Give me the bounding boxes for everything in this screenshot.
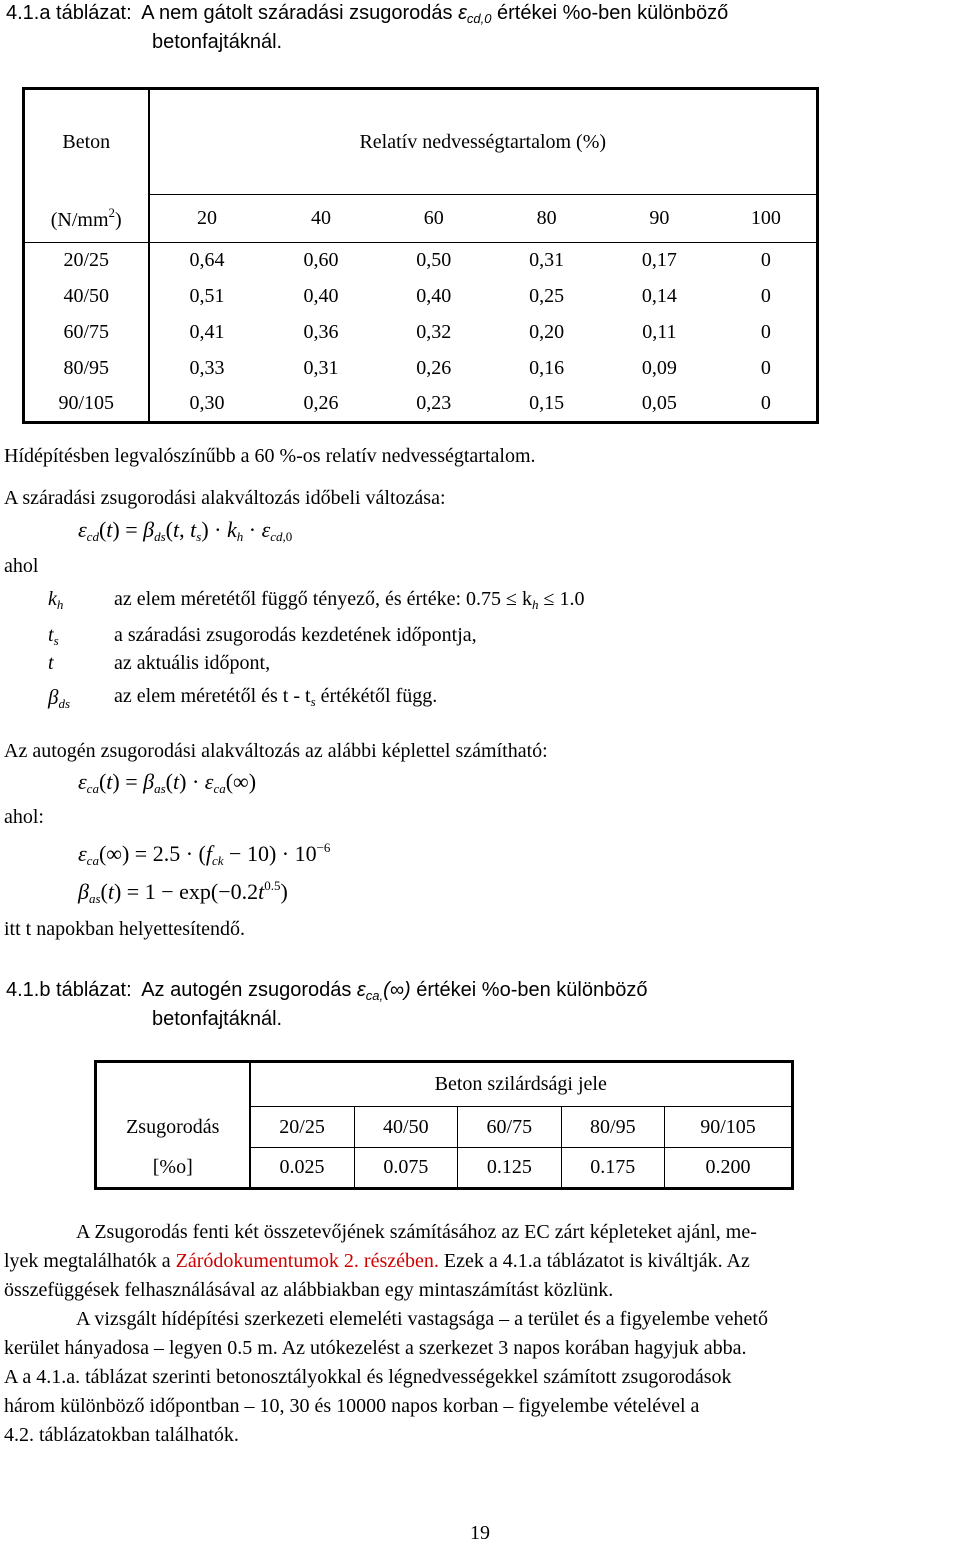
formula-eps-ca-inf: $\varepsilon_{ca}(\infty) = 2.5 \cdot (f_{ck} - 10) \cdot 10^{-6}$ xyxy=(78,840,331,868)
table-cell: 0,50 xyxy=(416,249,452,272)
group-header: Relatív nedvességtartalom (%) xyxy=(149,89,818,195)
table-cell: 0,11 xyxy=(642,321,677,343)
table-row xyxy=(24,243,818,279)
table-cell: 0.025 xyxy=(250,1148,355,1189)
table-cell: 0,26 xyxy=(416,357,452,379)
text-autogenous: Az autogén zsugorodási alakváltozás az alábbi képlettel számítható: xyxy=(4,740,548,762)
table-cell: 0.200 xyxy=(665,1148,793,1189)
caption-b-label: 4.1.b táblázat: xyxy=(6,979,132,1001)
table-cell: 0,30 xyxy=(189,392,225,415)
table-cell: 0,09 xyxy=(641,357,677,379)
caption-b-line2: betonfajtáknál. xyxy=(152,1008,283,1030)
column-header: 60 xyxy=(377,195,490,243)
beton-class: 60/75 xyxy=(24,315,149,351)
beton-class: 20/25 xyxy=(24,243,149,279)
text-humidity-note: Hídépítésben legvalószínűbb a 60 %-os relatív nedvességtartalom. xyxy=(4,445,536,467)
table-cell: 0 xyxy=(760,321,771,343)
table-cell: 20/25 xyxy=(250,1107,355,1148)
table-cell: 0,36 xyxy=(303,321,339,343)
table-cell: 0.075 xyxy=(354,1148,457,1189)
page-number: 19 xyxy=(470,1522,490,1544)
epsilon-symbol: ε xyxy=(458,2,467,24)
table-cell: 0,25 xyxy=(529,285,565,307)
table-cell: 0 xyxy=(760,249,771,272)
table-cell: 0,16 xyxy=(529,357,565,379)
table-cell: 0,40 xyxy=(416,285,452,307)
beton-header: Beton xyxy=(24,89,149,195)
table-cell: 0,41 xyxy=(189,321,225,343)
table-row xyxy=(96,1107,793,1148)
beton-class: 80/95 xyxy=(24,351,149,387)
formula-autogenous: $\varepsilon_{ca}(t) = \beta_{as}(t) \cdot \varepsilon_{ca}(\infty)$ xyxy=(78,769,257,796)
table-cell: 0,64 xyxy=(189,249,225,272)
text-drying-shrinkage: A száradási zsugorodási alakváltozás időbeli változása: xyxy=(4,487,446,509)
table-row xyxy=(24,315,818,351)
definition-ts-text: a száradási zsugorodás kezdetének időpontja, xyxy=(114,624,477,646)
shrinkage-table-b xyxy=(94,1060,794,1190)
table-cell: 90/105 xyxy=(665,1107,793,1148)
unit-header: $(N/mm^2)$ xyxy=(24,195,149,243)
para1-line3: összefüggések felhasználásával az alábbiakban egy mintaszámítást közlünk. xyxy=(4,1279,614,1301)
table-cell: 0,40 xyxy=(303,285,339,307)
ahol-label-2: ahol: xyxy=(4,806,44,828)
para1-line2: lyek megtalálhatók a Záródokumentumok 2. részében. Ezek a 4.1.a táblázatot is kiváltják. Az xyxy=(4,1250,750,1272)
caption-a-line1 xyxy=(6,2,728,26)
para2-line2: kerület hányadosa – legyen 0.5 m. Az utókezelést a szerkezet 3 napos korában hagyjuk abba. xyxy=(4,1337,747,1359)
table-cell: 0,05 xyxy=(641,392,677,415)
table-cell: 0,33 xyxy=(189,357,225,379)
ahol-label: ahol xyxy=(4,555,39,577)
table-cell: 80/95 xyxy=(561,1107,664,1148)
table-cell: 0,26 xyxy=(303,392,339,415)
definition-kh-text: az elem méretétől függő tényező, és értéke: $0.75 \le k_h \le 1.0$ xyxy=(114,588,585,612)
para1-line1: A Zsugorodás fenti két összetevőjének számításához az EC zárt képleteket ajánl, me- xyxy=(76,1221,757,1243)
table-cell: 0,31 xyxy=(529,249,565,272)
table-row xyxy=(24,351,818,387)
caption-a-text-post: értékei %o-ben különböző xyxy=(491,2,729,24)
definition-t-text: az aktuális időpont, xyxy=(114,652,271,674)
para2-line5: 4.2. táblázatokban találhatók. xyxy=(4,1424,239,1446)
table-cell: 0,20 xyxy=(529,321,565,343)
para2-line3: A a 4.1.a. táblázat szerinti betonosztályokkal és légnedvességekkel számított zsugorodások xyxy=(4,1366,732,1388)
table-cell: 0,15 xyxy=(529,392,565,415)
caption-a-label: 4.1.a táblázat: xyxy=(6,2,132,24)
definition-beta-ds: $\beta_{ds}$ xyxy=(48,685,71,711)
table-cell: 0,60 xyxy=(303,249,339,272)
column-header: 20 xyxy=(149,195,265,243)
column-header: 100 xyxy=(716,195,818,243)
caption-a-text: A nem gátolt száradási zsugorodás xyxy=(141,2,459,24)
definition-kh: $k_h$ xyxy=(48,588,64,612)
para2-line1: A vizsgált hídépítési szerkezeti elemeléti vastagsága – a terület és a figyelembe vehető xyxy=(76,1308,768,1330)
table-cell: 0,31 xyxy=(303,357,339,379)
table-row xyxy=(96,1148,793,1189)
formula-beta-as: $\beta_{as}(t) = 1 - \exp(-0.2t^{0.5})$ xyxy=(78,878,288,906)
table-cell: 60/75 xyxy=(458,1107,561,1148)
table-cell: 0,17 xyxy=(641,249,677,272)
row-label: [%o] xyxy=(96,1148,250,1189)
table-cell: 0 xyxy=(760,392,771,415)
table-cell: 0,14 xyxy=(641,285,677,307)
caption-a-line2: betonfajtáknál. xyxy=(152,31,283,53)
shrinkage-table-a xyxy=(22,87,819,424)
table-cell: 0 xyxy=(760,357,771,379)
definition-ts: $t_s$ xyxy=(48,624,59,648)
beton-class: 40/50 xyxy=(24,279,149,315)
para2-line4: három különböző időpontban – 10, 30 és 10000 napos korban – figyelembe vételével a xyxy=(4,1395,700,1417)
symbol-sub: cd,0 xyxy=(466,11,492,26)
table-row xyxy=(24,279,818,315)
table-cell: 0,32 xyxy=(416,321,452,343)
table-cell: 0,23 xyxy=(416,392,452,415)
document-link[interactable]: Záródokumentumok 2. részében. xyxy=(175,1250,439,1272)
table-cell: 0,51 xyxy=(189,285,225,307)
text-days-note: itt t napokban helyettesítendő. xyxy=(4,918,246,940)
table-cell: 40/50 xyxy=(354,1107,457,1148)
column-header: 80 xyxy=(490,195,603,243)
row-label: Zsugorodás xyxy=(96,1107,250,1148)
formula-drying-shrinkage: $\varepsilon_{cd}(t) = \beta_{ds}(t$, $t_s) \cdot k_h \cdot \varepsilon_{cd,0}$ xyxy=(78,517,293,544)
definition-beta-ds-text: az elem méretétől és t - $t_s$ értékétől függ. xyxy=(114,685,438,709)
beton-class: 90/105 xyxy=(24,387,149,423)
table-b-header: Beton szilárdsági jele xyxy=(250,1062,793,1107)
table-cell: 0.125 xyxy=(458,1148,561,1189)
table-row xyxy=(24,387,818,423)
table-cell: 0 xyxy=(760,285,771,307)
column-header: 40 xyxy=(265,195,378,243)
column-header: 90 xyxy=(603,195,716,243)
table-cell: 0.175 xyxy=(561,1148,664,1189)
caption-b-line1: 4.1.b táblázat: Az autogén zsugorodás $\varepsilon_{ca,}(\infty)$ értékei %o-ben különböző xyxy=(6,979,648,1003)
definition-t: t xyxy=(48,652,54,674)
